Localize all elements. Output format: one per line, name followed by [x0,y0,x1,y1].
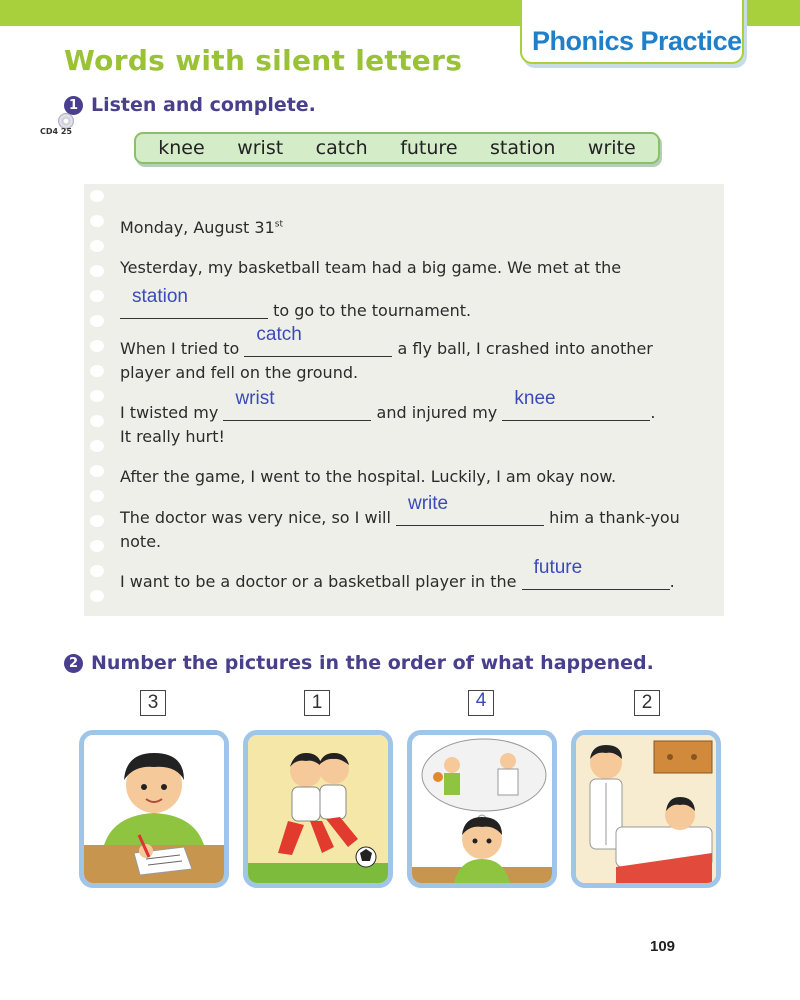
cd-track-label: CD4 25 [40,127,72,136]
answer-write: write [408,493,449,514]
diary-text: a fly ball, I crashed into another [397,339,653,358]
picture-boy-dreaming [407,730,557,888]
section-2-number: 2 [64,654,83,673]
picture-boys-playing [243,730,393,888]
number-box[interactable]: 2 [634,690,660,716]
diary-text: I twisted my [120,403,219,422]
audio-track[interactable] [40,113,110,139]
boy-writing-illustration [84,735,224,883]
page-title: Words with silent letters [64,44,463,77]
answer-future: future [533,557,583,578]
diary-text: . [650,403,656,422]
diary-text: to go to the tournament. [273,301,472,320]
diary-text: and injured my [376,403,498,422]
boys-playing-illustration [248,735,388,883]
word-bank [134,132,660,164]
diary-text: I want to be a doctor or a basketball player in the [120,572,517,591]
answer-blank[interactable] [223,388,371,421]
word-bank-item: future [400,137,458,159]
answer-catch: catch [256,324,302,345]
number-box[interactable]: 3 [140,690,166,716]
word-bank-item: wrist [237,137,284,159]
tab-label: Phonics Practice [532,26,742,56]
picture-boy-writing [79,730,229,888]
number-box[interactable]: 4 [468,690,494,716]
answer-blank[interactable] [244,324,392,357]
diary-date [120,218,283,237]
word-bank-item: knee [158,137,205,159]
word-bank-item: catch [315,137,368,159]
answer-blank[interactable] [502,388,650,421]
date-text: Monday, August 31 [120,218,275,237]
word-bank-item: write [587,137,636,159]
diary-line [120,557,675,591]
section-1-instruction: Listen and complete. [91,94,316,116]
diary-text: him a thank-you [549,508,680,527]
section-1-number: 1 [64,96,83,115]
answer-wrist: wrist [235,388,275,409]
answer-knee: knee [514,388,556,409]
word-bank-item: station [490,137,556,159]
diary-line [120,286,472,320]
answer-blank[interactable] [522,557,670,590]
section-2-instruction: Number the pictures in the order of what happened. [91,652,654,674]
page-number: 109 [650,938,676,955]
diary-line: It really hurt! [120,427,225,446]
doctor-visit-illustration [576,735,716,883]
answer-blank[interactable] [120,286,268,319]
notebook-paper [84,184,724,616]
diary-line: note. [120,532,162,551]
diary-line [120,493,680,527]
diary-text: The doctor was very nice, so I will [120,508,391,527]
diary-text: When I tried to [120,339,240,358]
date-suffix: st [274,219,283,230]
picture-doctor-visit [571,730,721,888]
number-box[interactable]: 1 [304,690,330,716]
notebook-holes [90,190,112,610]
diary-line: Yesterday, my basketball team had a big game. We met at the [120,258,622,277]
diary-line [120,324,653,358]
phonics-practice-tab [520,0,744,64]
section-2-heading [64,652,654,674]
diary-text: . [669,572,675,591]
answer-station: station [132,286,188,307]
boy-dreaming-illustration [412,735,552,883]
diary-line [120,388,656,422]
diary-line: player and fell on the ground. [120,363,359,382]
answer-blank[interactable] [396,493,544,526]
diary-line: After the game, I went to the hospital. Luckily, I am okay now. [120,467,617,486]
